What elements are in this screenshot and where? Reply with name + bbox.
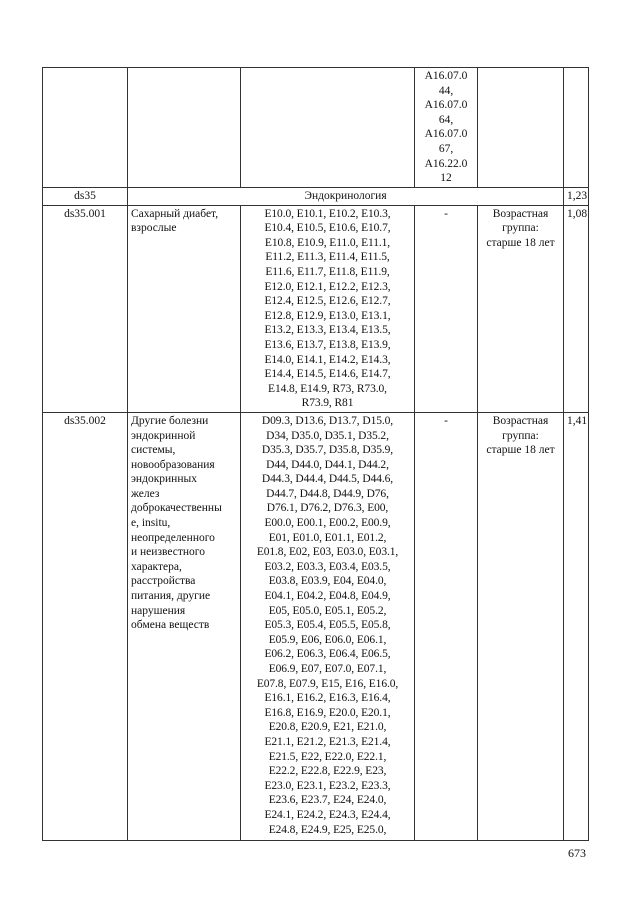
table-row xyxy=(43,412,589,840)
cell-icd xyxy=(241,68,415,188)
cell-service-codes: A16.07.0 44, A16.07.0 64, A16.07.0 67, A16.22.0 12 xyxy=(415,68,478,188)
table-row-section xyxy=(43,188,589,206)
row-code: ds35.001 xyxy=(43,205,128,412)
row-service: - xyxy=(415,205,478,412)
section-coef: 1,23 xyxy=(564,188,589,206)
tariff-table xyxy=(42,67,589,841)
section-code: ds35 xyxy=(43,188,128,206)
table-row-continuation xyxy=(43,68,589,188)
row-icd-codes: E10.0, E10.1, E10.2, E10.3, E10.4, E10.5, E10.6, E10.7, E10.8, E10.9, E11.0, E11.1, E11.2, E11.3, E11.4, E11.5, E11.6, E11.7, E11.8, E11.9, E12.0, E12.1, E12.2, E12.3, E12.4, E12.5, E12.6, E12.7, E12.8, E12.9, E13.0, E13.1, E13.2, E13.3, E13.4, E13.5, E13.6, E13.7, E13.8, E13.9, E14.0, E14.1, E14.2, E14.3, E14.4, E14.5, E14.6, E14.7, E14.8, E14.9, R73, R73.0, R73.9, R81 xyxy=(241,205,415,412)
row-code: ds35.002 xyxy=(43,412,128,840)
page-number: 673 xyxy=(568,846,586,860)
row-coef: 1,08 xyxy=(564,205,589,412)
cell-coef xyxy=(564,68,589,188)
row-criteria: Возрастная группа: старше 18 лет xyxy=(478,205,564,412)
row-icd-codes: D09.3, D13.6, D13.7, D15.0, D34, D35.0, D35.1, D35.2, D35.3, D35.7, D35.8, D35.9, D44, D44.0, D44.1, D44.2, D44.3, D44.4, D44.5, D44.6, D44.7, D44.8, D44.9, D76, D76.1, D76.2, D76.3, E00, E00.0, E00.1, E00.2, E00.9, E01, E01.0, E01.1, E01.2, E01.8, E02, E03, E03.0, E03.1, E03.2, E03.3, E03.4, E03.5, E03.8, E03.9, E04, E04.0, E04.1, E04.2, E04.8, E04.9, E05, E05.0, E05.1, E05.2, E05.3, E05.4, E05.5, E05.8, E05.9, E06, E06.0, E06.1, E06.2, E06.3, E06.4, E06.5, E06.9, E07, E07.0, E07.1, E07.8, E07.9, E15, E16, E16.0, E16.1, E16.2, E16.3, E16.4, E16.8, E16.9, E20.0, E20.1, E20.8, E20.9, E21, E21.0, E21.1, E21.2, E21.3, E21.4, E21.5, E22, E22.0, E22.1, E22.2, E22.8, E22.9, E23, E23.0, E23.1, E23.2, E23.3, E23.6, E23.7, E24, E24.0, E24.1, E24.2, E24.3, E24.4, E24.8, E24.9, E25, E25.0, xyxy=(241,412,415,840)
cell-criteria xyxy=(478,68,564,188)
section-title: Эндокринология xyxy=(128,188,564,206)
table-row xyxy=(43,205,589,412)
row-coef: 1,41 xyxy=(564,412,589,840)
row-name: Сахарный диабет, взрослые xyxy=(128,205,241,412)
row-name: Другие болезни эндокринной системы, новообразования эндокринных желез доброкачественны e, insitu, неопределенного и неизвестного характера, расстройства питания, другие нарушения обмена веществ xyxy=(128,412,241,840)
row-service: - xyxy=(415,412,478,840)
cell-name xyxy=(128,68,241,188)
cell-code xyxy=(43,68,128,188)
row-criteria: Возрастная группа: старше 18 лет xyxy=(478,412,564,840)
